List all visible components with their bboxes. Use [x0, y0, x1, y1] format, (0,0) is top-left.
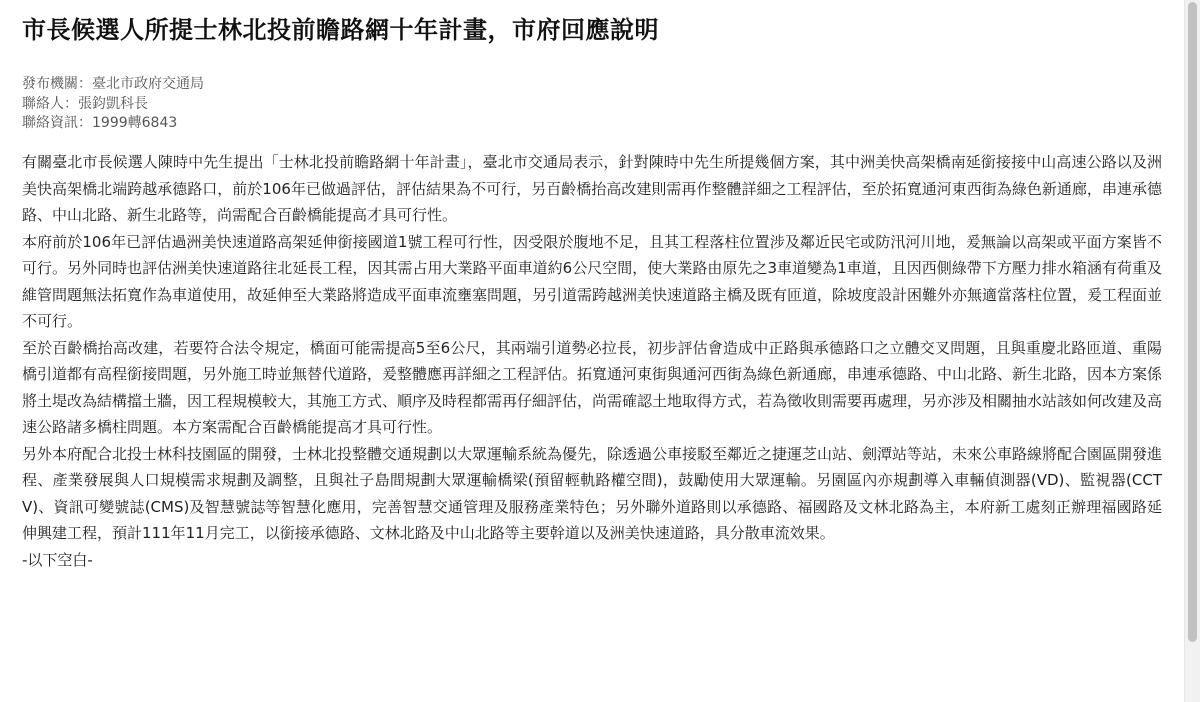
contact-info-line: 聯絡資訊：1999轉6843: [22, 115, 178, 131]
paragraph-bailing-bridge: 至於百齡橋抬高改建，若要符合法令規定，橋面可能需提高5至6公尺，其兩端引道勢必拉長，初步評估會造成中正路與承德路口之立體交叉問題，且與重慶北路匝道、重陽橋引道都有高程銜接問題，另外施工時並無替代道路，爰整體應再詳細之工程評估。拓寬通河東街與通河西街為綠色新通廊，串連承德路、中山北路、新生北路，因本方案係將土堤改為結構擋土牆，因工程規模較大，其施工方式、順序及時程都需再仔細評估，尚需確認土地取得方式，若為徵收則需要再處理，另亦涉及相關抽水站該如何改建及高速公路諸多橋柱問題。本方案需配合百齡橋能提高才具可行性。: [22, 338, 1163, 436]
release-meta: [22, 75, 204, 134]
article-body: [22, 149, 1162, 573]
page-title: 市長候選人所提士林北投前瞻路網十年計畫，市府回應說明: [22, 16, 659, 44]
paragraph-intro: 有關臺北市長候選人陳時中先生提出「士林北投前瞻路網十年計畫」，臺北市交通局表示，針對陳時中先生所提幾個方案，其中洲美快高架橋南延銜接接中山高速公路以及洲美快高架橋北端跨越承德路口，前於106年已做過評估，評估結果為不可行，另百齡橋抬高改建則需再作整體詳細之工程評估，至於拓寬通河東西街為綠色新通廊，串連承德路、中山北路、新生北路等，尚需配合百齡橋能提高才具可行性。: [22, 153, 1162, 224]
paragraph-tech-park-transport: 另外本府配合北投士林科技園區的開發，士林北投整體交通規劃以大眾運輸系統為優先，除透過公車接駁至鄰近之捷運芝山站、劍潭站等站，未來公車路線將配合園區開發進程、產業發展與人口規模需求規劃及調整，且與社子島間規劃大眾運輸橋梁(預留輕軌路權空間)，鼓勵使用大眾運輸。另園區內亦規劃導入車輛偵測器(VD)、監視器(CCTV)、資訊可變號誌(CMS)及智慧號誌等智慧化應用，完善智慧交通管理及服務產業特色；另外聯外道路則以承德路、福國路及文林北路為主，本府新工處刻正辦理福國路延伸興建工程，預計111年11月完工，以銜接承德路、文林北路及中山北路等主要幹道以及洲美快速道路，具分散車流效果。: [22, 444, 1163, 542]
publisher-line: 發布機關：臺北市政府交通局: [22, 76, 204, 92]
scrollbar-thumb[interactable]: [1188, 2, 1197, 642]
vertical-scrollbar[interactable]: [1184, 0, 1200, 702]
contact-person-line: 聯絡人：張鈞凱科長: [22, 95, 148, 112]
paragraph-expressway-evaluation: 本府前於106年已評估過洲美快速道路高架延伸銜接國道1號工程可行性，因受限於腹地不足，且其工程落柱位置涉及鄰近民宅或防汛河川地，爰無論以高架或平面方案皆不可行。另外同時也評估洲美快速道路往北延長工程，因其需占用大業路平面車道約6公尺空間，使大業路由原先之3車道變為1車道，且因西側綠帶下方壓力排水箱涵有荷重及維管問題無法拓寬作為車道使用，故延伸至大業路將造成平面車流壅塞問題，另引道需跨越洲美快速道路主橋及既有匝道，除坡度設計困難外亦無適當落柱位置，爰工程面並不可行。: [22, 232, 1163, 330]
end-marker: -以下空白-: [22, 550, 93, 569]
